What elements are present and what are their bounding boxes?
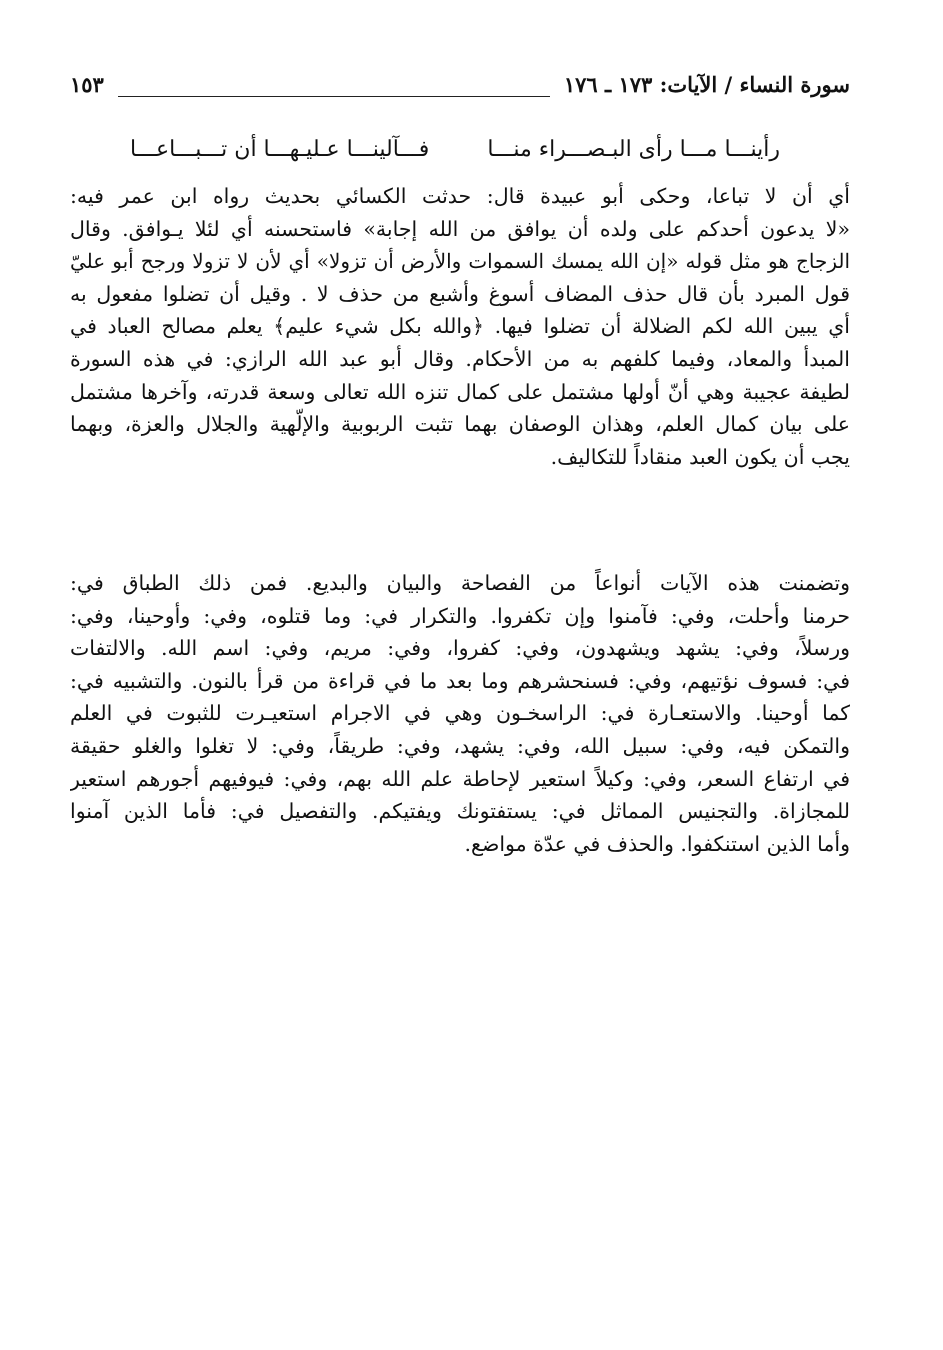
paragraph-2: [70, 567, 850, 860]
poetry-verse: [130, 133, 780, 173]
running-header: [70, 70, 850, 106]
text-line: قول المبرد بأن قال حذف المضاف أسوغ وأشبع من حذف لا . وقيل أن تضلوا مفعول به: [70, 281, 850, 306]
header-rule: [118, 96, 550, 97]
verse-first-hemistich: رأينـــا مـــا رأى البـصـــراء منـــا: [487, 137, 780, 162]
text-line: كما أوحينا. والاستعـارة في: الراسخـون وهي في الاجرام استعيـرت للثبوت في العلم: [70, 701, 850, 726]
text-line: والتمكن فيه، وفي: سبيل الله، وفي: يشهد، وفي: طريقاً، وفي: لا تغلوا والغلو حقيقة: [70, 733, 850, 758]
text-line: وأما الذين استنكفوا. والحذف في عدّة مواضع.: [464, 831, 850, 856]
text-line: على بيان كمال العلم، وهذان الوصفان بهما تثبت الربوبية والإلّهية والجلال والعزة، وبهما: [70, 412, 850, 437]
text-line: أي أن لا تباعا، وحكى أبو عبيدة قال: حدثت الكسائي بحديث رواه ابن عمر فيه:: [70, 184, 850, 208]
text-line: «لا يدعون أحدكم على ولده أن يوافق من الله إجابة» فاستحسنه أي لئلا يـوافق. وقال: [70, 216, 850, 241]
text-line: في: فسوف نؤتيهم، وفي: فسنحشرهم وما بعد ما في قراءة من قرأ بالنون. والتشبيه في:: [70, 668, 850, 693]
paragraph-1: [70, 180, 850, 473]
text-line: المبدأ والمعاد، وفيما كلفهم به من الأحكام. وقال أبو عبد الله الرازي: في هذه السورة: [70, 346, 850, 371]
verse-second-hemistich: فـــآلينـــا عـليـهـــا أن تـــبـــاعـــا: [130, 137, 430, 162]
text-line: حرمنا وأحلت، وفي: فآمنوا وإن تكفروا. والتكرار في: وما قتلوه، وفي: وأوحينا، وفي:: [70, 603, 850, 628]
page-number: ١٥٣: [70, 72, 104, 97]
text-line: في ارتفاع السعر، وفي: وكيلاً استعير لإحاطة علم الله بهم، وفي: فيوفيهم أجورهم استعير: [70, 766, 850, 791]
text-line: أي يبين الله لكم الضلالة أن تضلوا فيها. ﴿والله بكل شيء عليم﴾ يعلم مصالح العباد في: [70, 314, 850, 339]
text-line: لطيفة عجيبة وهي أنّ أولها مشتمل على كمال تنزه الله تعالى وسعة قدرته، وآخرها مشتمل: [70, 379, 850, 404]
header-title: سورة النساء / الآيات: ١٧٣ ـ ١٧٦: [563, 72, 850, 97]
text-line: الزجاج هو مثل قوله «إن الله يمسك السموات والأرض أن تزولا» أي لأن لا تزولا ورجح أبو عليّ: [70, 249, 850, 274]
text-line: للمجازاة. والتجنيس المماثل في: يستفتونك ويفتيكم. والتفصيل في: فأما الذين آمنوا: [70, 799, 850, 824]
text-line: ورسلاً، وفي: يشهد ويشهدون، وفي: كفروا، وفي: مريم، وفي: اسم الله. والالتفات: [70, 636, 850, 661]
text-line: يجب أن يكون العبد منقاداً للتكاليف.: [550, 444, 850, 469]
text-line: وتضمنت هذه الآيات أنواعاً من الفصاحة والبيان والبديع. فمن ذلك الطباق في:: [70, 571, 850, 595]
